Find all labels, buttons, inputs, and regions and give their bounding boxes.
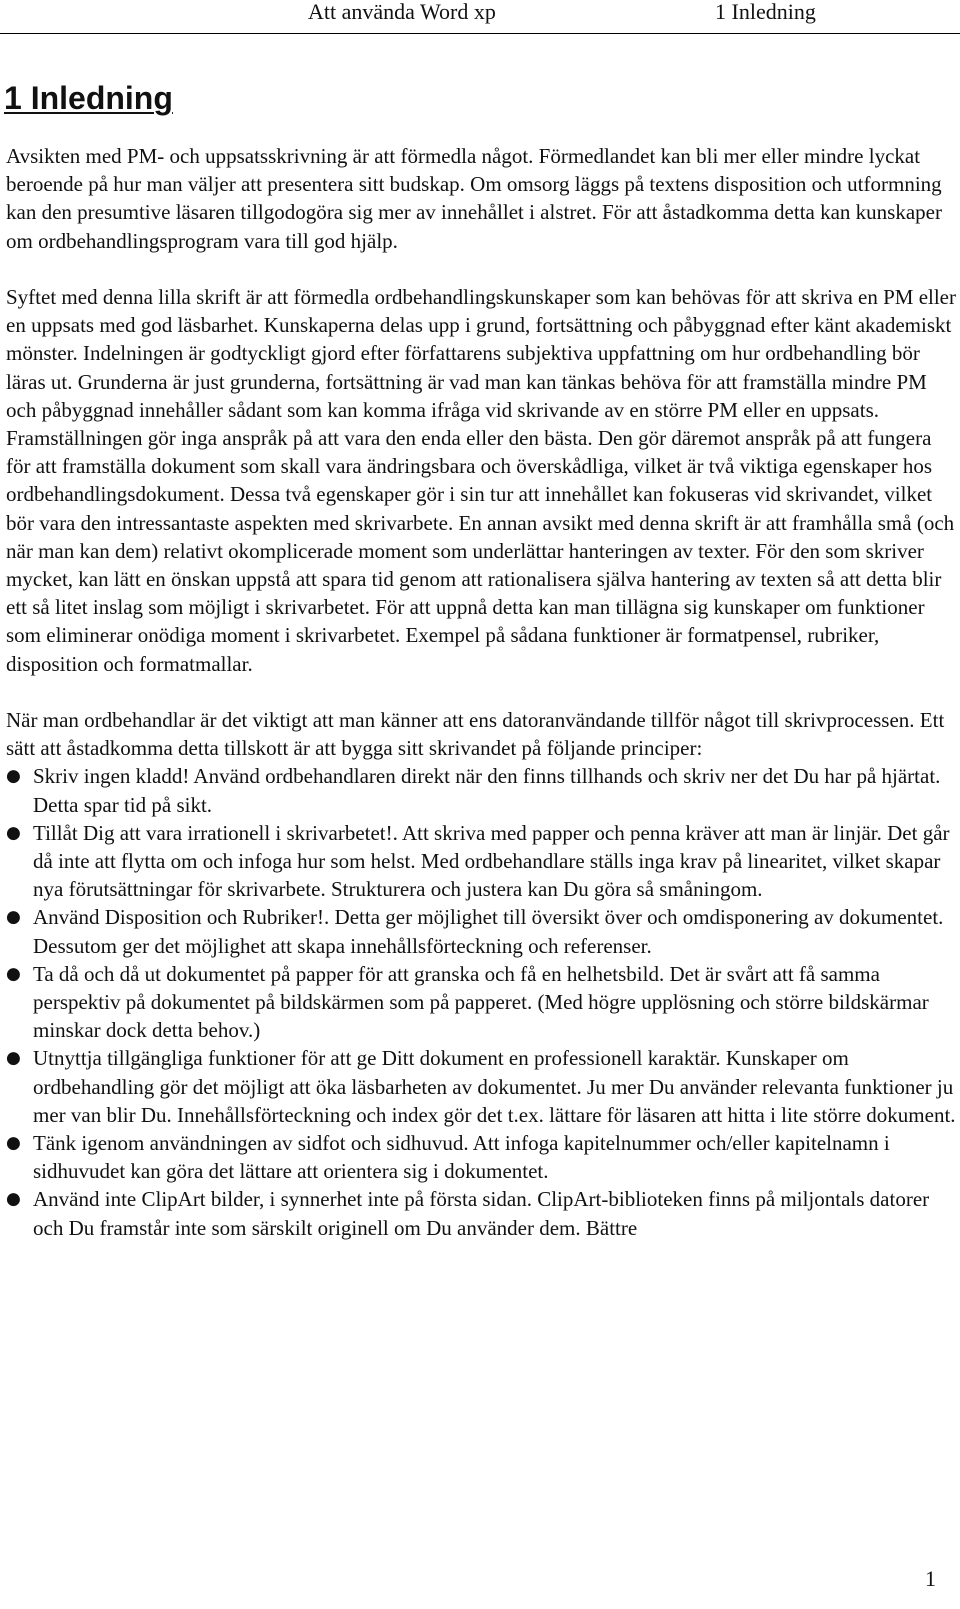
list-item	[6, 819, 956, 904]
list-item-text: Tänk igenom användningen av sidfot och sidhuvud. Att infoga kapitelnummer och/eller kapitelnamn i sidhuvudet kan göra det lättare att orientera sig i dokumentet.	[33, 1131, 890, 1184]
header-chapter-title: 1 Inledning	[715, 0, 816, 24]
bullet-icon: ●	[6, 822, 21, 843]
list-item	[6, 1044, 956, 1129]
purpose-paragraph: Syftet med denna lilla skrift är att förmedla ordbehandlingskunskaper som kan behövas för att skriva en PM eller en uppsats med god läsbarhet. Kunskaperna delas upp i grund, fortsättning och påbyggnad efter känt akademiskt mönster. Indelningen är godtyckligt gjord efter författarens subjektiva uppfattning om hur ordbehandling bör läras ut. Grunderna är just grunderna, fortsättning är vad man kan tänkas behöva för att framställa mindre PM och påbyggnad innehåller sådant som kan komma ifråga vid skrivande av en större PM eller en uppsats. Framställningen gör inga anspråk på att vara den enda eller den bästa. Den gör däremot anspråk på att fungera för att framställa dokument som skall vara ändringsbara och överskådliga, vilket är två viktiga egenskaper hos ordbehandlingsdokument. Dessa två egenskaper gör i sin tur att innehållet kan fokuseras vid skrivandet, vilket bör vara den intressantaste aspekten med skrivarbete. En annan avsikt med denna skrift är att framhålla små (och när man kan dem) relativt okomplicerade moment som underlättar hanteringen av texter. För den som skriver mycket, kan lätt en önskan uppstå att spara tid genom att rationalisera själva hantering av texten så att detta blir ett så litet inslag som möjligt i skrivarbetet. För att uppnå detta kan man tillägna sig kunskaper om funktioner som eliminerar onödiga moment i skrivarbetet. Exempel på sådana funktioner är formatpensel, rubriker, disposition och formatmallar.	[6, 285, 956, 676]
list-item-text: Ta då och då ut dokumentet på papper för att granska och få en helhetsbild. Det är svårt att få samma perspektiv på dokumentet på bildskärmen som på papperet. (Med högre upplösning och större bildskärmar minskar dock detta behov.)	[33, 961, 929, 1043]
list-item-text: Använd Disposition och Rubriker!. Detta ger möjlighet till översikt över och omdisponering av dokumentet. Dessutom ger det möjlighet att skapa innehållsförteckning och referenser.	[33, 905, 944, 958]
bullet-icon: ●	[6, 963, 21, 984]
list-item-text: Tillåt Dig att vara irrationell i skrivarbetet!. Att skriva med papper och penna kräver att man är linjär. Det går då inte att flytta om och infoga hur som helst. Med ordbehandlare ställs inga krav på linearitet, vilket skapar nya förutsättningar för skrivarbete. Strukturera och justera kan Du göra så småningom.	[33, 820, 950, 902]
bullet-icon: ●	[6, 1133, 21, 1154]
header-document-title: Att använda Word xp	[308, 0, 496, 24]
list-item	[6, 762, 956, 818]
page-number: 1	[925, 1566, 936, 1591]
intro-paragraph: Avsikten med PM- och uppsatsskrivning är att förmedla något. Förmedlandet kan bli mer eller mindre lyckat beroende på hur man väljer att presentera sitt budskap. Om omsorg läggs på textens disposition och utformning kan den presumtive läsaren tillgodogöra sig mer av innehållet i alstret. För att åstadkomma detta kan kunskaper om ordbehandlingsprogram vara till god hjälp.	[6, 144, 942, 253]
list-item	[6, 960, 956, 1045]
principles-list	[6, 762, 956, 1241]
list-item	[6, 1185, 956, 1241]
header-rule	[0, 33, 960, 34]
bullet-icon: ●	[6, 766, 21, 787]
list-item-text: Skriv ingen kladd! Använd ordbehandlaren direkt när den finns tillhands och skriv ner det Du har på hjärtat. Detta spar tid på sikt.	[33, 764, 941, 817]
bullet-icon: ●	[6, 1048, 21, 1069]
page-header	[0, 0, 960, 40]
list-item	[6, 903, 956, 959]
list-item-text: Använd inte ClipArt bilder, i synnerhet inte på första sidan. ClipArt-biblioteken finns på miljontals datorer och Du framstår inte som särskilt originell om Du använder dem. Bättre	[33, 1187, 930, 1240]
bullet-icon: ●	[6, 1189, 21, 1210]
body-text	[6, 142, 956, 1242]
chapter-heading: 1 Inledning	[4, 80, 173, 116]
list-item-text: Utnyttja tillgängliga funktioner för att ge Ditt dokument en professionell karaktär. Kunskaper om ordbehandling gör det möjligt att öka läsbarheten av dokumentet. Ju mer Du använder relevanta funktioner ju mer van blir Du. Innehållsförteckning och index gör det t.ex. lättare för läsaren att hitta i lite större dokument.	[33, 1046, 956, 1127]
principles-intro-paragraph: När man ordbehandlar är det viktigt att man känner att ens datoranvändande tillför något till skrivprocessen. Ett sätt att åstadkomma detta tillskott är att bygga sitt skrivandet på följande principer:	[6, 708, 945, 761]
list-item	[6, 1129, 956, 1185]
bullet-icon: ●	[6, 907, 21, 928]
